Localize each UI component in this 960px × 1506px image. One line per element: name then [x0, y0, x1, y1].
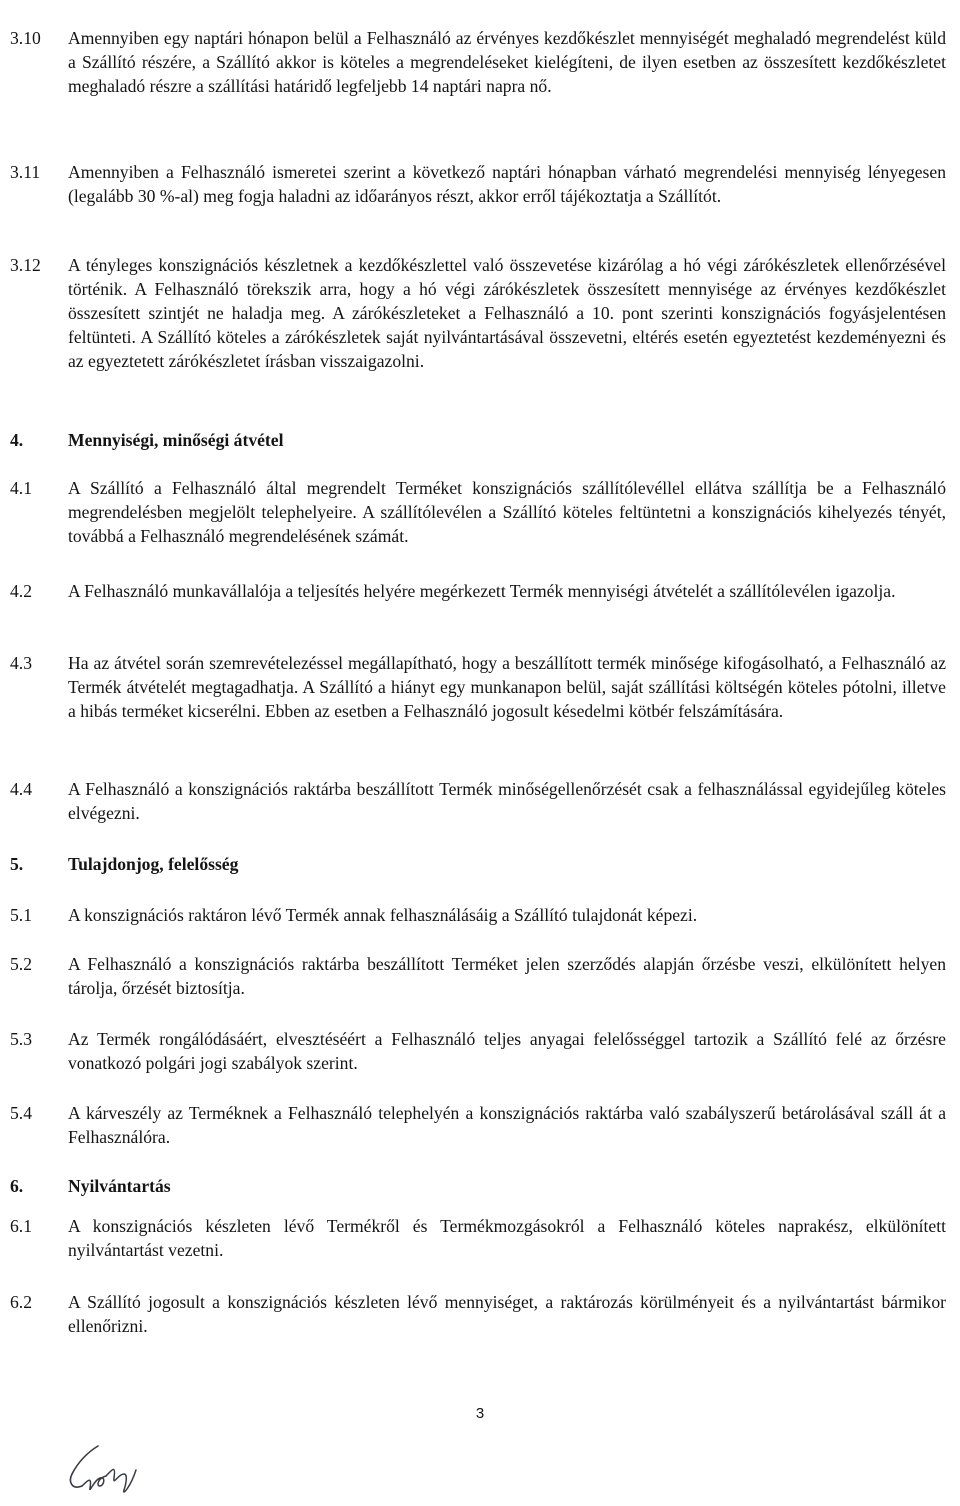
clause-4-1 [10, 476, 946, 548]
clause-text: Ha az átvétel során szemrevételezéssel megállapítható, hogy a beszállított termék minősége kifogásolható, a Felhasználó az Termék átvételét megtagadhatja. A Szállító a hiányt egy munkanapon belül, saját szállítási költségén köteles pótolni, illetve a hibás terméket kicserélni. Ebben az esetben a Felhasználó jogosult késedelmi kötbér felszámítására. [68, 653, 946, 721]
clause-text: Az Termék rongálódásáért, elvesztéséért a Felhasználó teljes anyagai felelősséggel tartozik a Szállító felé az őrzésre vonatkozó polgári jogi szabályok szerint. [68, 1029, 946, 1073]
clause-number: 5.4 [10, 1103, 32, 1123]
clause-number: 4.1 [10, 478, 32, 498]
clause-text: Amennyiben a Felhasználó ismeretei szerint a következő naptári hónapban várható megrendelési mennyiség lényegesen (legalább 30 %-al) meg fogja haladni az időarányos részt, akkor erről tájékoztatja a Szállítót. [68, 162, 946, 206]
clause-5-1 [10, 903, 946, 927]
clause-5-4 [10, 1101, 946, 1149]
clause-text: A Felhasználó a konszignációs raktárba beszállított Termék minőségellenőrzését csak a felhasználással egyidejűleg köteles elvégezni. [68, 779, 946, 823]
clause-3-11 [10, 160, 946, 208]
clause-6-2 [10, 1290, 946, 1338]
handwritten-signature [58, 1440, 148, 1496]
section-title: Nyilvántartás [68, 1176, 171, 1196]
clause-5-3 [10, 1027, 946, 1075]
clause-number: 5.1 [10, 905, 32, 925]
clause-number: 6.2 [10, 1292, 32, 1312]
clause-4-2 [10, 579, 946, 603]
section-number: 5. [10, 854, 24, 874]
clause-number: 3.12 [10, 255, 41, 275]
clause-6-1 [10, 1214, 946, 1262]
clause-number: 6.1 [10, 1216, 32, 1236]
section-heading-5 [10, 852, 946, 876]
clause-text: A Felhasználó munkavállalója a teljesítés helyére megérkezett Termék mennyiségi átvételét a szállítólevélen igazolja. [68, 581, 896, 601]
clause-4-4 [10, 777, 946, 825]
section-title: Tulajdonjog, felelősség [68, 854, 239, 874]
clause-number: 5.3 [10, 1029, 32, 1049]
section-number: 4. [10, 430, 24, 450]
section-heading-4 [10, 428, 946, 452]
clause-number: 4.3 [10, 653, 32, 673]
clause-number: 3.10 [10, 28, 41, 48]
clause-number: 3.11 [10, 162, 41, 182]
clause-text: Amennyiben egy naptári hónapon belül a Felhasználó az érvényes kezdőkészlet mennyiségét meghaladó megrendelést küld a Szállító részére, a Szállító akkor is köteles a megrendeléseket kielégíteni, de ilyen esetben az összesített kezdőkészletet meghaladó részre a szállítási határidő legfeljebb 14 naptári napra nő. [68, 28, 946, 96]
clause-text: A Szállító a Felhasználó által megrendelt Terméket konszignációs szállítólevéllel ellátva szállítja be a Felhasználó megrendelésben megjelölt telephelyeire. A szállítólevélen a Szállító köteles feltüntetni a konszignációs kihelyezés tényét, továbbá a Felhasználó megrendelésének számát. [68, 478, 946, 546]
clause-3-10 [10, 26, 946, 98]
clause-text: A kárveszély az Terméknek a Felhasználó telephelyén a konszignációs raktárba való szabályszerű betárolásával száll át a Felhasználóra. [68, 1103, 946, 1147]
section-heading-6 [10, 1174, 946, 1198]
clause-number: 5.2 [10, 954, 32, 974]
clause-text: A konszignációs raktáron lévő Termék annak felhasználásáig a Szállító tulajdonát képezi. [68, 905, 698, 925]
clause-text: A konszignációs készleten lévő Termékről és Termékmozgásokról a Felhasználó köteles naprakész, elkülönített nyilvántartást vezetni. [68, 1216, 946, 1260]
section-number: 6. [10, 1176, 24, 1196]
clause-text: A tényleges konszignációs készletnek a kezdőkészlettel való összevetése kizárólag a hó végi zárókészletek ellenőrzésével történik. A Felhasználó törekszik arra, hogy a hó végi zárókészletek összesített mennyisége az érvényes kezdőkészlet összesített szintjét ne haladja meg. A zárókészleteket a Felhasználó a 10. pont szerinti konszignációs fogyásjelentésen feltünteti. A Szállító köteles a zárókészletek saját nyilvántartásával összevetni, eltérés esetén egyeztetést kezdeményezni és az egyeztetett zárókészletet írásban visszaigazolni. [68, 255, 946, 371]
clause-number: 4.2 [10, 581, 32, 601]
clause-text: A Felhasználó a konszignációs raktárba beszállított Terméket jelen szerződés alapján őrzésbe veszi, elkülönített helyen tárolja, őrzését biztosítja. [68, 954, 946, 998]
clause-4-3 [10, 651, 946, 723]
section-title: Mennyiségi, minőségi átvétel [68, 430, 284, 450]
clause-text: A Szállító jogosult a konszignációs készleten lévő mennyiséget, a raktározás körülményeit és a nyilvántartást bármikor ellenőrizni. [68, 1292, 946, 1336]
clause-3-12 [10, 253, 946, 373]
clause-number: 4.4 [10, 779, 32, 799]
page-number: 3 [475, 1405, 485, 1422]
clause-5-2 [10, 952, 946, 1000]
